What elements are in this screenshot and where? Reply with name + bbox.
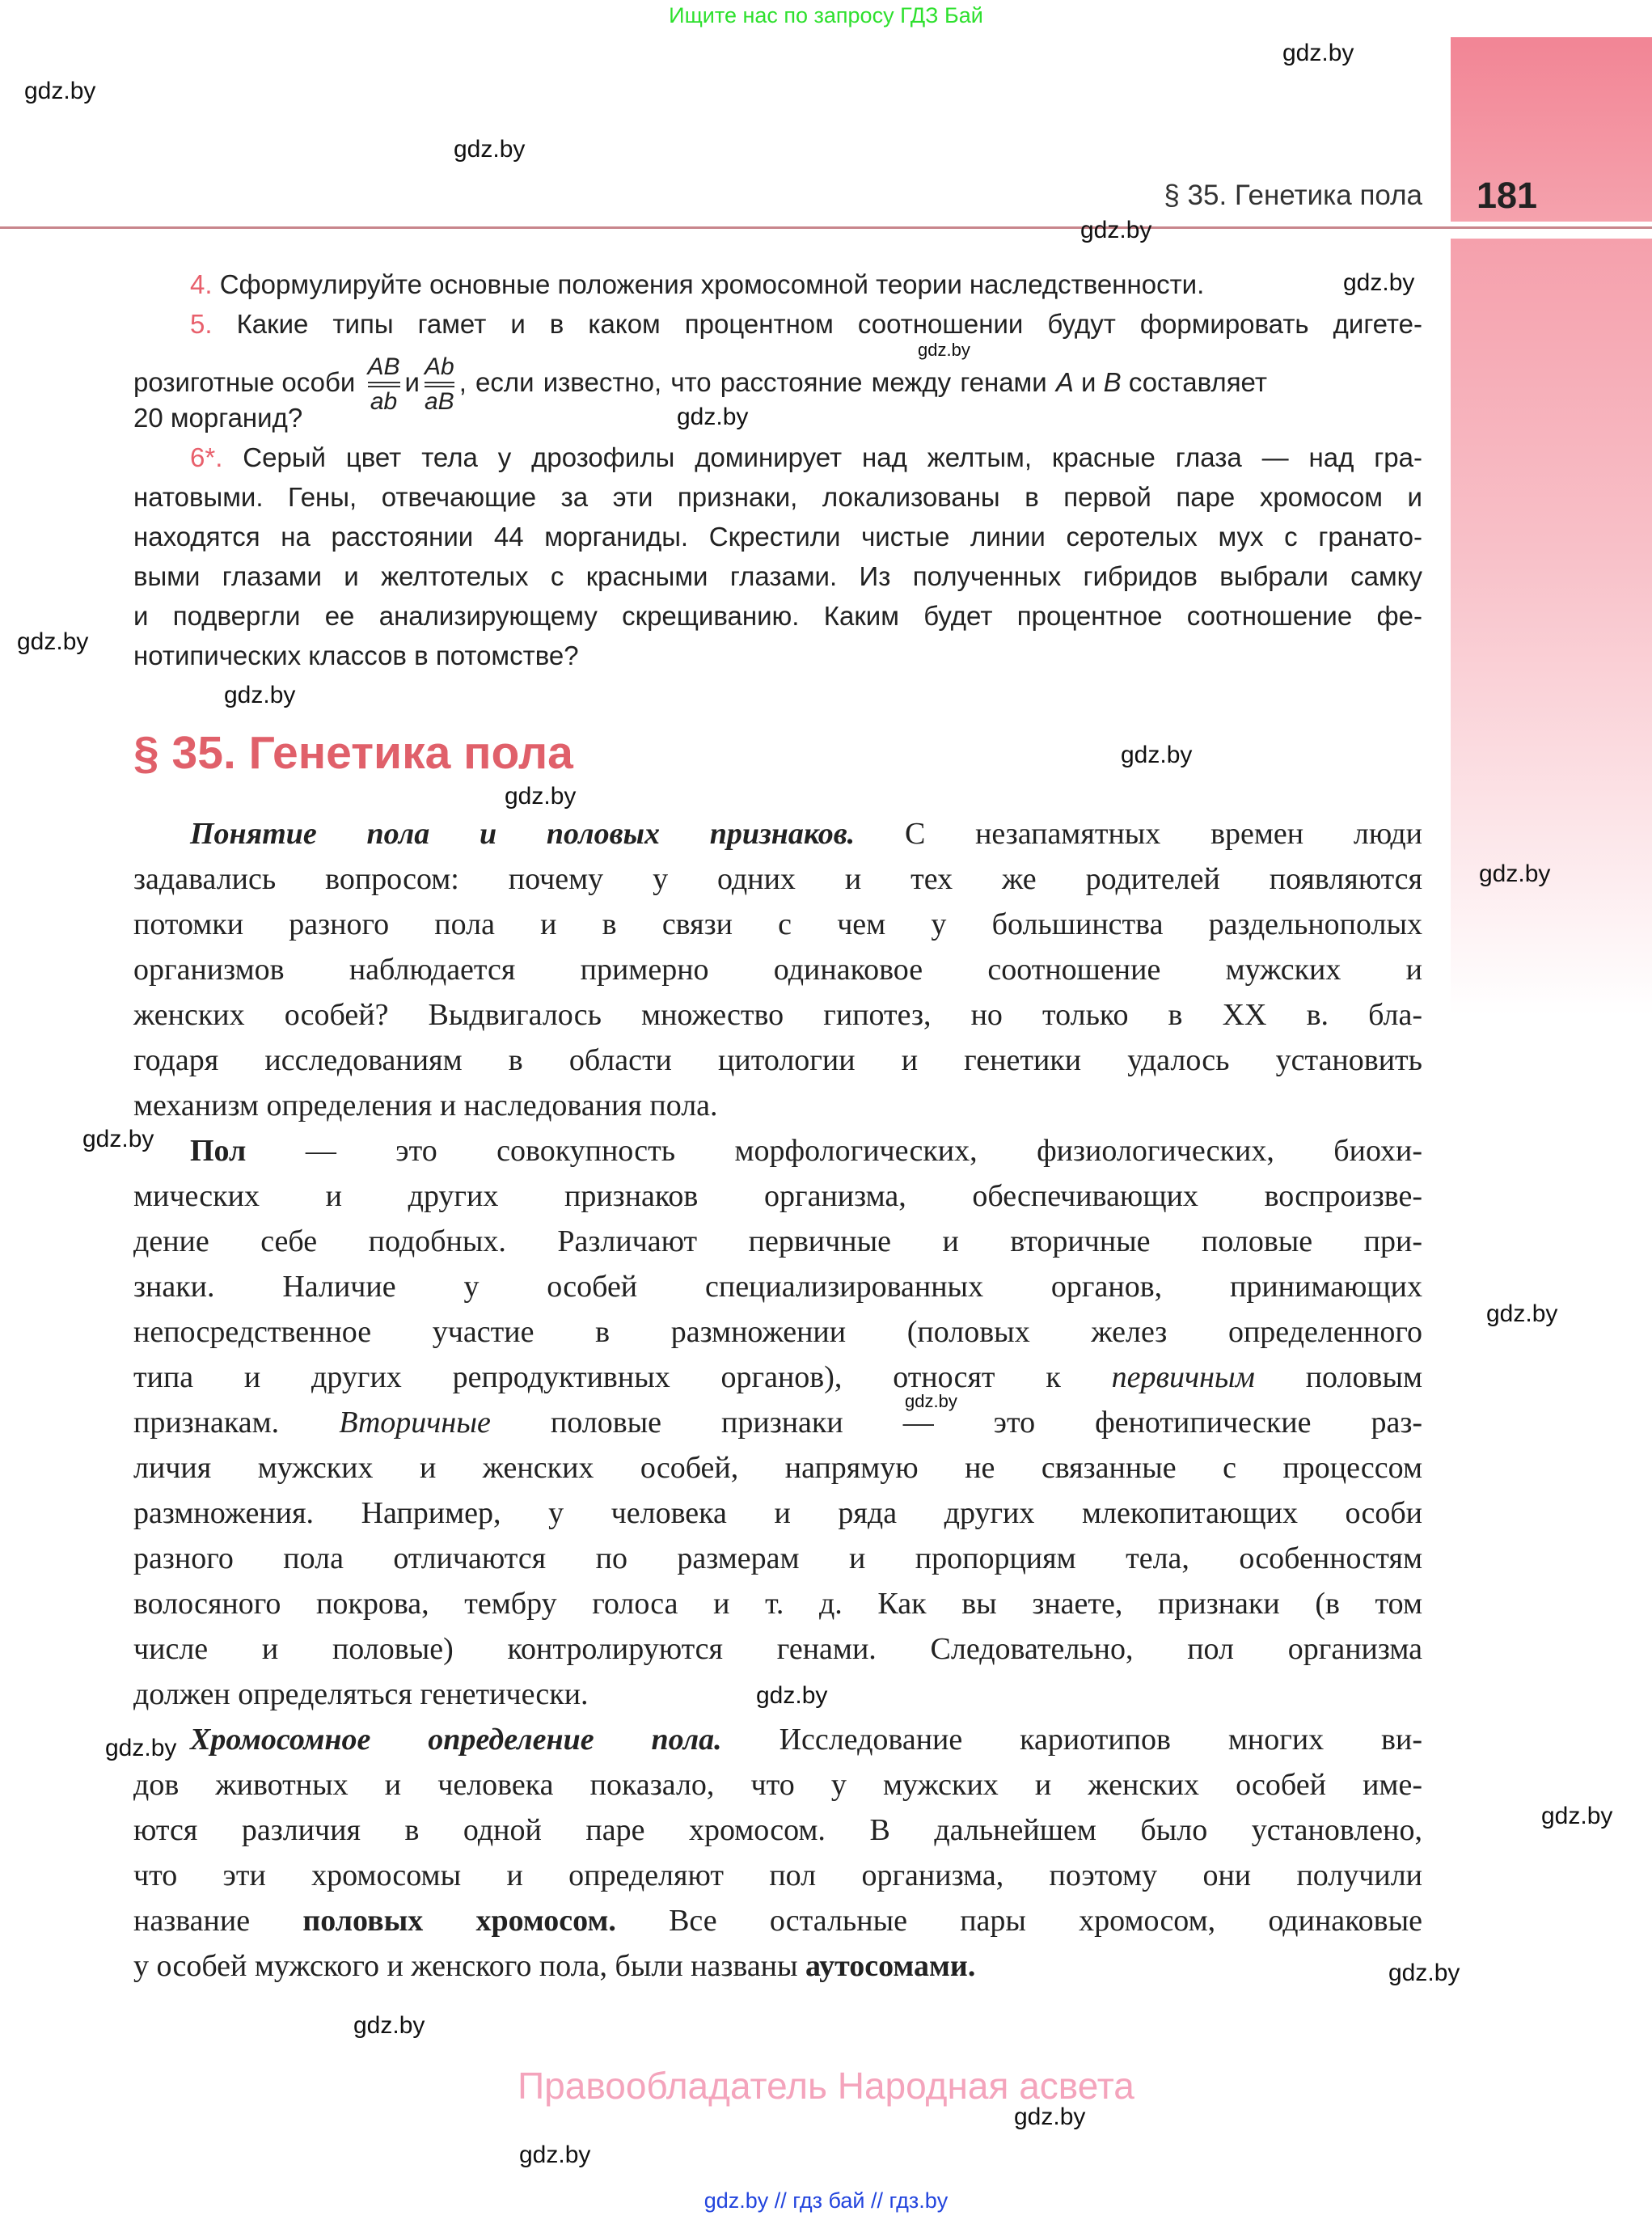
body-line [133, 1898, 1422, 1943]
question-number: 5. [190, 309, 213, 339]
body-line [133, 992, 1422, 1038]
body-text-segment: мических и других признаков организма, обеспечивающих воспроизве- [133, 1179, 1422, 1213]
body-text-segment: С незапамятных времен люди [904, 817, 1422, 851]
fraction-numerator: AB [367, 353, 400, 380]
gdz-watermark: gdz.by [905, 1391, 957, 1411]
gdz-watermark: gdz.by [82, 1126, 154, 1152]
gdz-watermark: gdz.by [1479, 860, 1551, 887]
gdz-watermark: gdz.by [17, 628, 89, 655]
emphasized-term: Хромосомное определение пола. [190, 1723, 722, 1757]
body-line [190, 811, 1422, 856]
body-line [190, 1128, 1422, 1173]
gene-a: A [1055, 367, 1074, 398]
body-text-segment: дов животных и человека показало, что у мужских и женских особей име- [133, 1768, 1422, 1802]
gdz-watermark: gdz.by [224, 682, 296, 708]
question-text: розиготные особи [133, 367, 356, 398]
question-text: находятся на расстоянии 44 морганиды. Скрестили чистые линии серотелых мух с гранато- [133, 522, 1422, 552]
fraction-numerator: Ab [424, 353, 454, 380]
question-5-line-3: 20 морганид? [133, 403, 303, 433]
body-text-segment: что эти хромосомы и определяют пол организма, поэтому они получили [133, 1858, 1422, 1892]
question-line [133, 636, 1422, 675]
question-text: и [404, 367, 420, 398]
header-divider [0, 226, 1652, 229]
question-line [133, 517, 1422, 556]
body-text-segment: непосредственное участие в размножении (половых желез определенного [133, 1315, 1422, 1349]
question-text: нотипических классов в потомстве? [133, 641, 579, 670]
question-number: 4. [190, 269, 213, 299]
double-bar [368, 382, 400, 387]
footer-links[interactable]: gdz.by // гдз бай // гдз.by [703, 2188, 949, 2213]
gdz-watermark: gdz.by [1388, 1960, 1460, 1986]
body-text-segment: название [133, 1904, 251, 1938]
question-line [133, 556, 1422, 596]
question-line [133, 477, 1422, 517]
body-line [133, 1490, 1422, 1536]
emphasized-term: Вторичные [339, 1406, 491, 1440]
body-text-segment: половым [1305, 1360, 1423, 1394]
question-text: Какие типы гамет и в каком процентном соотношении будут формировать дигете- [236, 309, 1422, 339]
question-text: , если известно, что расстояние между генами [458, 367, 1056, 398]
emphasized-term: Понятие пола и половых признаков. [190, 817, 856, 851]
fraction-denominator: ab [370, 388, 398, 415]
gdz-watermark: gdz.by [1282, 40, 1354, 66]
gdz-watermark: gdz.by [1014, 2103, 1086, 2130]
body-text-segment: признакам. [133, 1406, 280, 1440]
gdz-watermark: gdz.by [918, 340, 970, 360]
side-gradient-decoration [1451, 239, 1652, 1015]
body-line [133, 1038, 1422, 1083]
question-text: выми глазами и желтотелых с красными глазами. Из полученных гибридов выбрали самку [133, 561, 1422, 591]
body-text-segment: личия мужских и женских особей, напрямую не связанные с процессом [133, 1451, 1422, 1485]
body-line [133, 1400, 1422, 1445]
body-text-segment: годаря исследованиям в области цитологии и генетики удалось установить [133, 1043, 1422, 1077]
search-banner[interactable]: Ищите нас по запросу ГДЗ Бай [669, 3, 983, 27]
body-text-segment: задавались вопросом: почему у одних и тех же родителей появляются [133, 862, 1422, 896]
body-line [133, 1536, 1422, 1581]
question-text: составляет [1121, 367, 1267, 398]
question-text: и подвергли ее анализирующему скрещиванию. Каким будет процентное соотношение фе- [133, 601, 1422, 631]
question-line [133, 438, 1422, 477]
body-text-segment: у особей мужского и женского пола, были названы [133, 1949, 798, 1983]
fraction-denominator: aB [424, 388, 454, 415]
body-text-segment: половые признаки — это фенотипические раз- [550, 1406, 1423, 1440]
body-line [133, 1309, 1422, 1355]
copyright-watermark: Правообладатель Народная асвета [518, 2065, 1134, 2107]
gdz-watermark: gdz.by [756, 1682, 828, 1709]
body-text-segment: разного пола отличаются по размерам и пропорциям тела, особенностям [133, 1541, 1422, 1575]
running-title: § 35. Генетика пола [1164, 180, 1422, 211]
body-text-segment: Исследование кариотипов многих ви- [779, 1723, 1422, 1757]
body-text-segment: знаки. Наличие у особей специализированных органов, принимающих [133, 1270, 1422, 1304]
body-text-segment: потомки разного пола и в связи с чем у большинства раздельнополых [133, 907, 1422, 941]
body-text-segment: дение себе подобных. Различают первичные и вторичные половые при- [133, 1224, 1422, 1258]
gdz-watermark: gdz.by [24, 78, 96, 104]
page-number: 181 [1477, 175, 1538, 216]
body-text-segment: волосяного покрова, тембру голоса и т. д. Как вы знаете, признаки (в том [133, 1587, 1422, 1621]
emphasized-term: половых хромосом. [302, 1904, 616, 1938]
body-line [133, 1808, 1422, 1853]
body-text-segment: размножения. Например, у человека и ряда других млекопитающих особи [133, 1496, 1422, 1530]
double-bar [425, 382, 454, 387]
body-line [133, 1943, 1422, 1989]
gdz-watermark: gdz.by [105, 1735, 177, 1761]
body-line [133, 1355, 1422, 1400]
question-line [133, 596, 1422, 636]
question-number: 6*. [190, 442, 223, 472]
body-text-segment: должен определяться генетически. [133, 1677, 589, 1711]
body-line [133, 1626, 1422, 1672]
body-line [133, 1219, 1422, 1264]
body-line [190, 1717, 1422, 1762]
emphasized-term: первичным [1111, 1360, 1255, 1394]
body-text-segment: — это совокупность морфологических, физиологических, биохи- [305, 1134, 1422, 1168]
body-line [133, 1445, 1422, 1490]
question-text: натовыми. Гены, отвечающие за эти признаки, локализованы в первой паре хромосом и [133, 482, 1422, 512]
body-text-segment: типа и других репродуктивных органов), относят к [133, 1360, 1061, 1394]
question-text: Серый цвет тела у дрозофилы доминирует над желтым, красные глаза — над гра- [243, 442, 1422, 472]
emphasized-term: Пол [190, 1134, 247, 1168]
body-line [133, 1581, 1422, 1626]
body-text-segment: механизм определения и наследования пола. [133, 1089, 718, 1123]
gdz-watermark: gdz.by [353, 2012, 425, 2039]
body-line [133, 1083, 1422, 1128]
body-line [133, 1264, 1422, 1309]
gene-b: B [1103, 367, 1122, 398]
body-line [133, 947, 1422, 992]
section-title: § 35. Генетика пола [133, 727, 573, 779]
body-line [133, 856, 1422, 902]
body-text-segment: женских особей? Выдвигалось множество гипотез, но только в XX в. бла- [133, 998, 1422, 1032]
body-line [133, 1762, 1422, 1808]
gdz-watermark: gdz.by [519, 2142, 591, 2168]
gdz-watermark: gdz.by [505, 783, 577, 810]
gdz-watermark: gdz.by [454, 136, 526, 163]
gdz-watermark: gdz.by [677, 404, 749, 430]
gdz-watermark: gdz.by [1486, 1300, 1558, 1327]
gdz-watermark: gdz.by [1121, 742, 1193, 768]
body-line [133, 1173, 1422, 1219]
body-line [133, 1853, 1422, 1898]
gdz-watermark: gdz.by [1080, 217, 1152, 243]
emphasized-term: аутосомами. [805, 1949, 976, 1983]
body-text-segment: ются различия в одной паре хромосом. В дальнейшем было установлено, [133, 1813, 1422, 1847]
question-text: Сформулируйте основные положения хромосомной теории наследственности. [219, 269, 1205, 299]
question-4 [133, 264, 1422, 304]
body-text-segment: организмов наблюдается примерно одинаковое соотношение мужских и [133, 953, 1422, 987]
body-text-segment: Все остальные пары хромосом, одинаковые [669, 1904, 1423, 1938]
body-line [133, 902, 1422, 947]
question-text: и [1073, 367, 1104, 398]
question-5 [133, 304, 1422, 344]
gdz-watermark: gdz.by [1541, 1803, 1613, 1829]
gdz-watermark: gdz.by [1343, 269, 1415, 296]
body-text-segment: числе и половые) контролируются генами. Следовательно, пол организма [133, 1632, 1422, 1666]
